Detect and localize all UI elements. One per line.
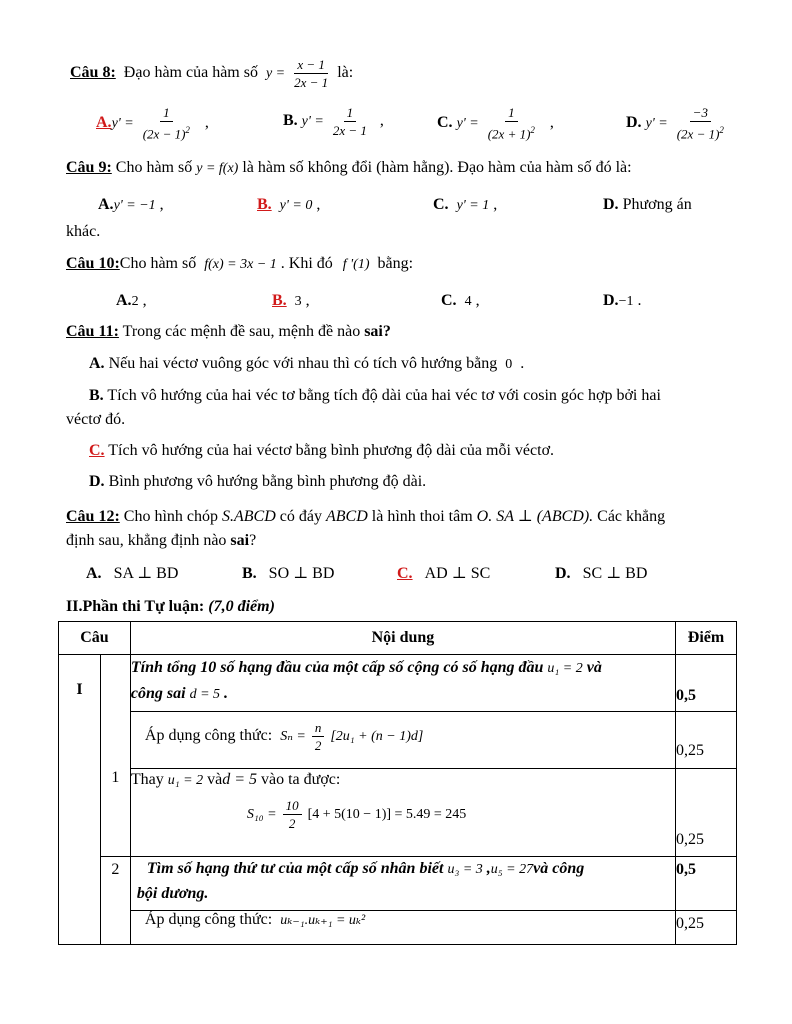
task1-cell	[130, 655, 675, 712]
step2-text-b: và	[207, 771, 223, 788]
q9-option-c[interactable]	[433, 195, 497, 216]
step2-u1: u₁ = 2	[167, 773, 204, 788]
q9-option-d-wrap: khác.	[66, 223, 101, 240]
task2-u5: u₅ = 27	[490, 862, 534, 877]
sub2-number: 2	[100, 857, 130, 945]
table-header-row	[59, 622, 737, 655]
q8-option-sep: ,	[549, 113, 554, 131]
header-diem: Điểm	[676, 622, 737, 655]
q9-option-d[interactable]	[603, 195, 692, 215]
step3-score: 0,25	[676, 911, 737, 945]
q9-func: y = f(x)	[196, 161, 239, 176]
q10-option-letter: D.	[603, 292, 619, 309]
header-cau: Câu	[59, 622, 131, 655]
q12-option-letter: B.	[242, 565, 257, 582]
task2-line1-end: và công	[533, 860, 585, 877]
task2-cell	[130, 857, 675, 911]
step1-cell	[130, 712, 675, 769]
q12-label: Câu 12:	[66, 508, 120, 525]
q11-bold-word: sai?	[364, 323, 391, 340]
q10-option-value: 4	[464, 294, 472, 309]
task1-line1-end: và	[586, 659, 602, 676]
q10-option-c[interactable]	[441, 291, 480, 312]
q8-question	[70, 57, 354, 90]
q8-option-c[interactable]	[437, 105, 554, 141]
q8-option-sep: ,	[204, 113, 209, 131]
q12-option-value: SC ⊥ BD	[582, 565, 648, 582]
q9-text-a: Cho hàm số	[115, 159, 193, 176]
q11-option-text: Tích vô hướng của hai véctơ bằng bình phương độ dài của mỗi véctơ.	[108, 442, 555, 459]
q8-option-b[interactable]	[283, 105, 384, 138]
q9-option-sep: ,	[316, 196, 321, 213]
q12-option-letter: D.	[555, 565, 571, 582]
q11-option-letter: B.	[89, 387, 104, 404]
step2-fraction: $\frac{10}{2}$	[283, 798, 302, 831]
q8-option-lhs: y' =	[111, 115, 134, 131]
q11-option-a[interactable]	[89, 354, 524, 375]
step3-text: Áp dụng công thức:	[144, 911, 273, 928]
q8-label: Câu 8:	[70, 64, 116, 82]
q9-label: Câu 9:	[66, 159, 112, 176]
table-row	[59, 769, 737, 857]
q11-option-text: Tích vô hướng của hai véc tơ bằng tích độ dài của hai véc tơ với cosin góc hợp bởi hai	[107, 387, 661, 404]
q10-text-c: bằng:	[377, 255, 414, 272]
q8-tail: là:	[337, 64, 354, 82]
q8-option-fraction: $\frac{1}{(2x + 1)^2}$	[487, 105, 535, 142]
q10-func: f(x) = 3x − 1	[204, 257, 277, 272]
step1-text: Áp dụng công thức:	[144, 727, 273, 745]
q8-option-fraction: $\frac{-3}{(2x - 1)^2}$	[676, 105, 724, 142]
sub1-number: 1	[100, 655, 130, 857]
q11-option-c[interactable]	[89, 441, 554, 461]
q12-text-d: Các khẳng	[597, 508, 666, 525]
q12-option-b[interactable]	[242, 564, 334, 584]
q10-option-value: 3	[294, 294, 302, 309]
q12-question	[66, 507, 665, 527]
table-row	[59, 655, 737, 712]
q12-pyramid: S.ABCD	[222, 508, 276, 525]
q8-func-fraction: $\frac{x - 1}{2x - 1}$	[294, 57, 329, 90]
task2-score: 0,5	[676, 857, 737, 911]
table-row	[59, 857, 737, 911]
q12-option-letter: C.	[397, 565, 413, 582]
q9-option-value: y' = 0	[279, 198, 313, 213]
q12-text-c: là hình thoi tâm	[371, 508, 473, 525]
q11-option-letter: D.	[89, 473, 105, 490]
step1-formula-lhs: Sₙ =	[280, 729, 306, 745]
q10-option-value: 2	[131, 294, 139, 309]
q11-option-end: .	[520, 355, 525, 372]
q11-option-b[interactable]	[89, 386, 661, 406]
q9-option-b[interactable]	[257, 195, 320, 216]
q12-question-line2	[66, 531, 256, 551]
q9-option-a[interactable]	[98, 195, 164, 216]
q9-option-value: Phương án	[622, 196, 692, 213]
q11-option-letter: C.	[89, 442, 105, 459]
q10-option-sep: ,	[305, 292, 310, 309]
q10-label: Câu 10:	[66, 255, 120, 272]
q11-text: Trong các mệnh đề sau, mệnh đề nào	[122, 323, 361, 340]
table-row	[59, 712, 737, 769]
q10-option-letter: B.	[272, 292, 287, 309]
step2-text-a: Thay	[130, 771, 164, 788]
q8-option-sep: ,	[379, 112, 384, 130]
q12-option-value: SO ⊥ BD	[268, 565, 335, 582]
part2-heading	[66, 597, 275, 617]
q10-option-sep: .	[637, 292, 642, 309]
q9-option-letter: B.	[257, 196, 272, 213]
q8-option-letter: C.	[437, 113, 453, 131]
step2-text-c: vào ta được:	[261, 771, 341, 788]
step2-formula-lhs: S₁₀ =	[246, 807, 277, 823]
q12-line2-text: định sau, khẳng định nào	[66, 532, 227, 549]
step3-cell	[130, 911, 675, 945]
step2-cell	[130, 769, 675, 857]
header-noidung: Nội dung	[130, 622, 675, 655]
q10-option-letter: C.	[441, 292, 457, 309]
q8-option-lhs: y' =	[301, 114, 324, 130]
q11-option-text: Nếu hai véctơ vuông góc với nhau thì có tích vô hướng bằng	[108, 355, 498, 372]
row-group-label: I	[59, 655, 101, 945]
q9-option-sep: ,	[159, 196, 164, 213]
q10-option-d[interactable]	[603, 291, 641, 312]
q8-text: Đạo hàm của hàm số	[123, 64, 258, 82]
task1-line1: Tính tổng 10 số hạng đầu của một cấp số cộng có số hạng đầu	[130, 659, 544, 676]
q12-center-cond: O. SA ⊥ (ABCD).	[476, 508, 594, 525]
q9-option-sep: ,	[493, 196, 498, 213]
task2-line2: bội dương.	[136, 885, 209, 902]
q8-option-d[interactable]	[626, 105, 729, 141]
q10-option-sep: ,	[142, 292, 147, 309]
q8-option-letter: D.	[626, 113, 642, 131]
q9-option-letter: D.	[603, 196, 619, 213]
task1-u1: u₁ = 2	[547, 661, 583, 676]
q10-question	[66, 254, 413, 275]
step1-formula-rhs: [2u₁ + (n − 1)d]	[330, 729, 424, 745]
table-row	[59, 911, 737, 945]
q10-option-value: −1	[618, 294, 634, 309]
q10-option-sep: ,	[475, 292, 480, 309]
step2-formula	[247, 798, 675, 831]
q8-option-letter: A.	[96, 113, 112, 131]
step2-formula-rhs: [4 + 5(10 − 1)] = 5.49 = 245	[307, 807, 467, 823]
step1-fraction: $\frac{n}{2}$	[312, 720, 325, 753]
step1-score: 0,25	[676, 712, 737, 769]
q10-option-letter: A.	[116, 292, 132, 309]
q8-func-lhs: y =	[265, 66, 286, 82]
part2-title: II.Phần thi Tự luận:	[66, 598, 205, 615]
task1-score: 0,5	[676, 655, 737, 712]
q12-base: ABCD	[325, 508, 368, 525]
q8-option-fraction: $\frac{1}{2x - 1}$	[332, 105, 367, 138]
q12-text-b: có đáy	[279, 508, 322, 525]
q10-option-b[interactable]	[272, 291, 310, 312]
q8-option-lhs: y' =	[456, 115, 479, 131]
step3-formula: uₖ₋₁.uₖ₊₁ = uₖ²	[280, 913, 366, 928]
q9-option-value: y' = 1	[456, 198, 490, 213]
task2-line1: Tìm số hạng thứ tư của một cấp số nhân biết	[146, 860, 444, 877]
task2-u3: u₃ = 3	[447, 862, 483, 877]
q12-option-letter: A.	[86, 565, 102, 582]
q12-option-a[interactable]	[86, 564, 178, 584]
q10-deriv: f '(1)	[342, 257, 370, 272]
solution-table	[58, 621, 737, 945]
step2-d: d = 5	[222, 771, 257, 788]
q9-question	[66, 158, 632, 179]
q8-option-fraction: $\frac{1}{(2x - 1)^2}$	[142, 105, 190, 142]
q12-line2-bold: sai	[230, 532, 250, 549]
q8-option-lhs: y' =	[645, 115, 668, 131]
q9-option-letter: A.	[98, 196, 114, 213]
task1-line2: công sai	[130, 685, 186, 702]
q12-line2-end: ?	[249, 532, 257, 549]
task2-sep: ,	[486, 860, 491, 877]
q10-text-a: Cho hàm số	[119, 255, 197, 272]
q8-option-a[interactable]	[96, 105, 209, 141]
q9-option-letter: C.	[433, 196, 449, 213]
q11-option-d[interactable]	[89, 472, 426, 492]
step2-score: 0,25	[676, 769, 737, 857]
q11-option-text: Bình phương vô hướng bằng bình phương độ dài.	[108, 473, 427, 490]
q12-text-a: Cho hình chóp	[123, 508, 218, 525]
task1-d: d = 5	[189, 687, 221, 702]
part2-points: (7,0 điểm)	[208, 598, 275, 615]
q12-option-value: AD ⊥ SC	[424, 565, 491, 582]
q11-question	[66, 322, 391, 342]
q11-option-math: 0	[505, 357, 513, 372]
q9-option-value: y' = −1	[113, 198, 156, 213]
q12-option-d[interactable]	[555, 564, 647, 584]
q11-label: Câu 11:	[66, 323, 119, 340]
q10-option-a[interactable]	[116, 291, 147, 312]
q11-option-letter: A.	[89, 355, 105, 372]
q11-option-b-wrap: véctơ đó.	[66, 411, 126, 428]
q12-option-c[interactable]	[397, 564, 490, 584]
q9-text-b: là hàm số không đổi (hàm hằng). Đạo hàm của hàm số đó là:	[242, 159, 632, 176]
q12-option-value: SA ⊥ BD	[113, 565, 179, 582]
task1-line2-end: .	[224, 685, 229, 702]
q8-option-letter: B.	[283, 112, 298, 130]
q10-text-b: . Khi đó	[280, 255, 333, 272]
